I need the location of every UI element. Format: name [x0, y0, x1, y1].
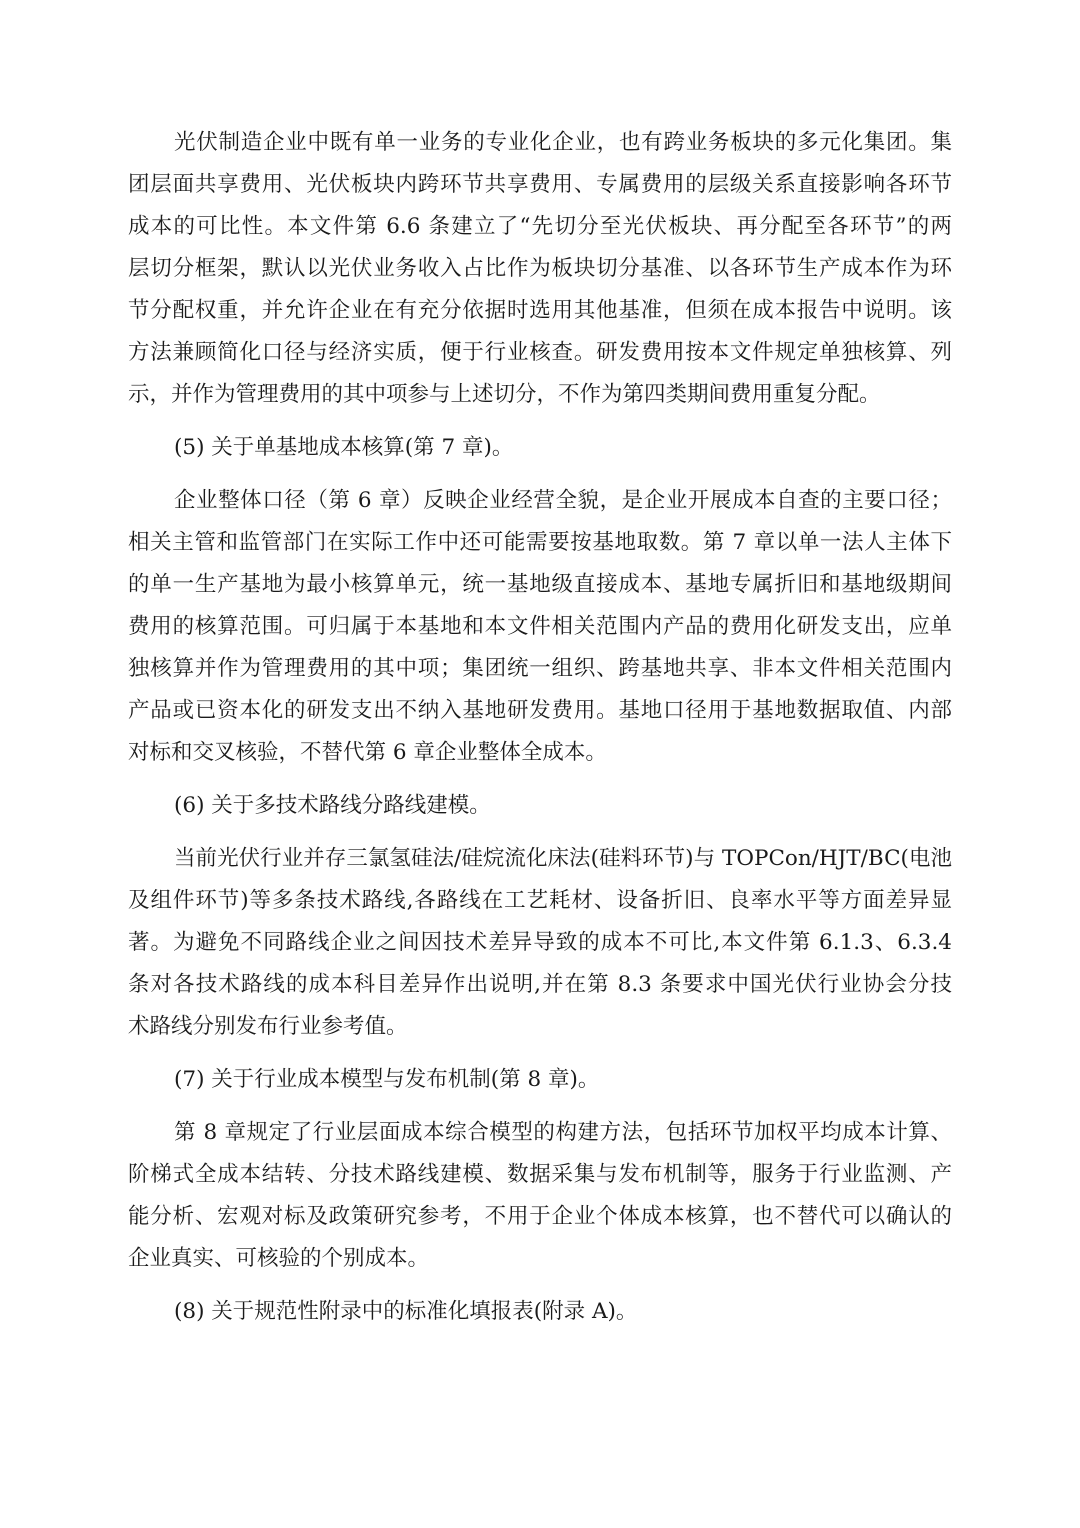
text-line: 及组件环节)等多条技术路线,各路线在工艺耗材、设备折旧、良率水平等方面差异显: [128, 888, 952, 913]
text-line: 成本的可比性。本文件第 6.6 条建立了“先切分至光伏板块、再分配至各环节”的两: [128, 214, 952, 239]
text-line: 第 8 章规定了行业层面成本综合模型的构建方法，包括环节加权平均成本计算、: [174, 1120, 952, 1145]
text-line: 相关主管和监管部门在实际工作中还可能需要按基地取数。第 7 章以单一法人主体下: [128, 530, 952, 555]
text-line: 著。为避免不同路线企业之间因技术差异导致的成本不可比,本文件第 6.1.3、6.3.4: [128, 930, 952, 955]
section-heading-7: [128, 1063, 952, 1097]
text-line: 能分析、宏观对标及政策研究参考，不用于企业个体成本核算，也不替代可以确认的: [128, 1204, 952, 1229]
text-line: 示，并作为管理费用的其中项参与上述切分，不作为第四类期间费用重复分配。: [128, 382, 881, 407]
section-heading: (8) 关于规范性附录中的标准化填报表(附录 A)。: [174, 1299, 638, 1324]
text-line: 的单一生产基地为最小核算单元，统一基地级直接成本、基地专属折旧和基地级期间: [128, 572, 952, 597]
text-line: 团层面共享费用、光伏板块内跨环节共享费用、专属费用的层级关系直接影响各环节: [128, 172, 952, 197]
text-line: 企业真实、可核验的个别成本。: [128, 1246, 430, 1271]
document-page: [128, 126, 952, 1337]
text-line: 节分配权重，并允许企业在有充分依据时选用其他基准，但须在成本报告中说明。该: [128, 298, 952, 323]
text-line: 对标和交叉核验，不替代第 6 章企业整体全成本。: [128, 740, 607, 765]
text-line: 费用的核算范围。可归属于本基地和本文件相关范围内产品的费用化研发支出，应单: [128, 614, 952, 639]
text-line: 当前光伏行业并存三氯氢硅法/硅烷流化床法(硅料环节)与 TOPCon/HJT/BC(电池: [174, 846, 952, 871]
paragraph-shared-costs: [128, 126, 952, 412]
text-line: 术路线分别发布行业参考值。: [128, 1014, 408, 1039]
paragraph-single-base: [128, 484, 952, 770]
text-line: 方法兼顾简化口径与经济实质，便于行业核查。研发费用按本文件规定单独核算、列: [128, 340, 952, 365]
paragraph-industry-model: [128, 1116, 952, 1276]
section-heading-8: [128, 1295, 952, 1329]
text-line: 产品或已资本化的研发支出不纳入基地研发费用。基地口径用于基地数据取值、内部: [128, 698, 952, 723]
section-heading: (5) 关于单基地成本核算(第 7 章)。: [174, 435, 514, 460]
paragraph-tech-routes: [128, 842, 952, 1044]
section-heading: (6) 关于多技术路线分路线建模。: [174, 793, 491, 818]
text-line: 企业整体口径（第 6 章）反映企业经营全貌，是企业开展成本自查的主要口径；: [174, 488, 952, 513]
text-line: 独核算并作为管理费用的其中项；集团统一组织、跨基地共享、非本文件相关范围内: [128, 656, 952, 681]
text-line: 层切分框架，默认以光伏业务收入占比作为板块切分基准、以各环节生产成本作为环: [128, 256, 952, 281]
section-heading: (7) 关于行业成本模型与发布机制(第 8 章)。: [174, 1067, 600, 1092]
section-heading-5: [128, 431, 952, 465]
text-line: 条对各技术路线的成本科目差异作出说明,并在第 8.3 条要求中国光伏行业协会分技: [128, 972, 952, 997]
text-line: 光伏制造企业中既有单一业务的专业化企业，也有跨业务板块的多元化集团。集: [174, 130, 952, 155]
text-line: 阶梯式全成本结转、分技术路线建模、数据采集与发布机制等，服务于行业监测、产: [128, 1162, 952, 1187]
section-heading-6: [128, 789, 952, 823]
